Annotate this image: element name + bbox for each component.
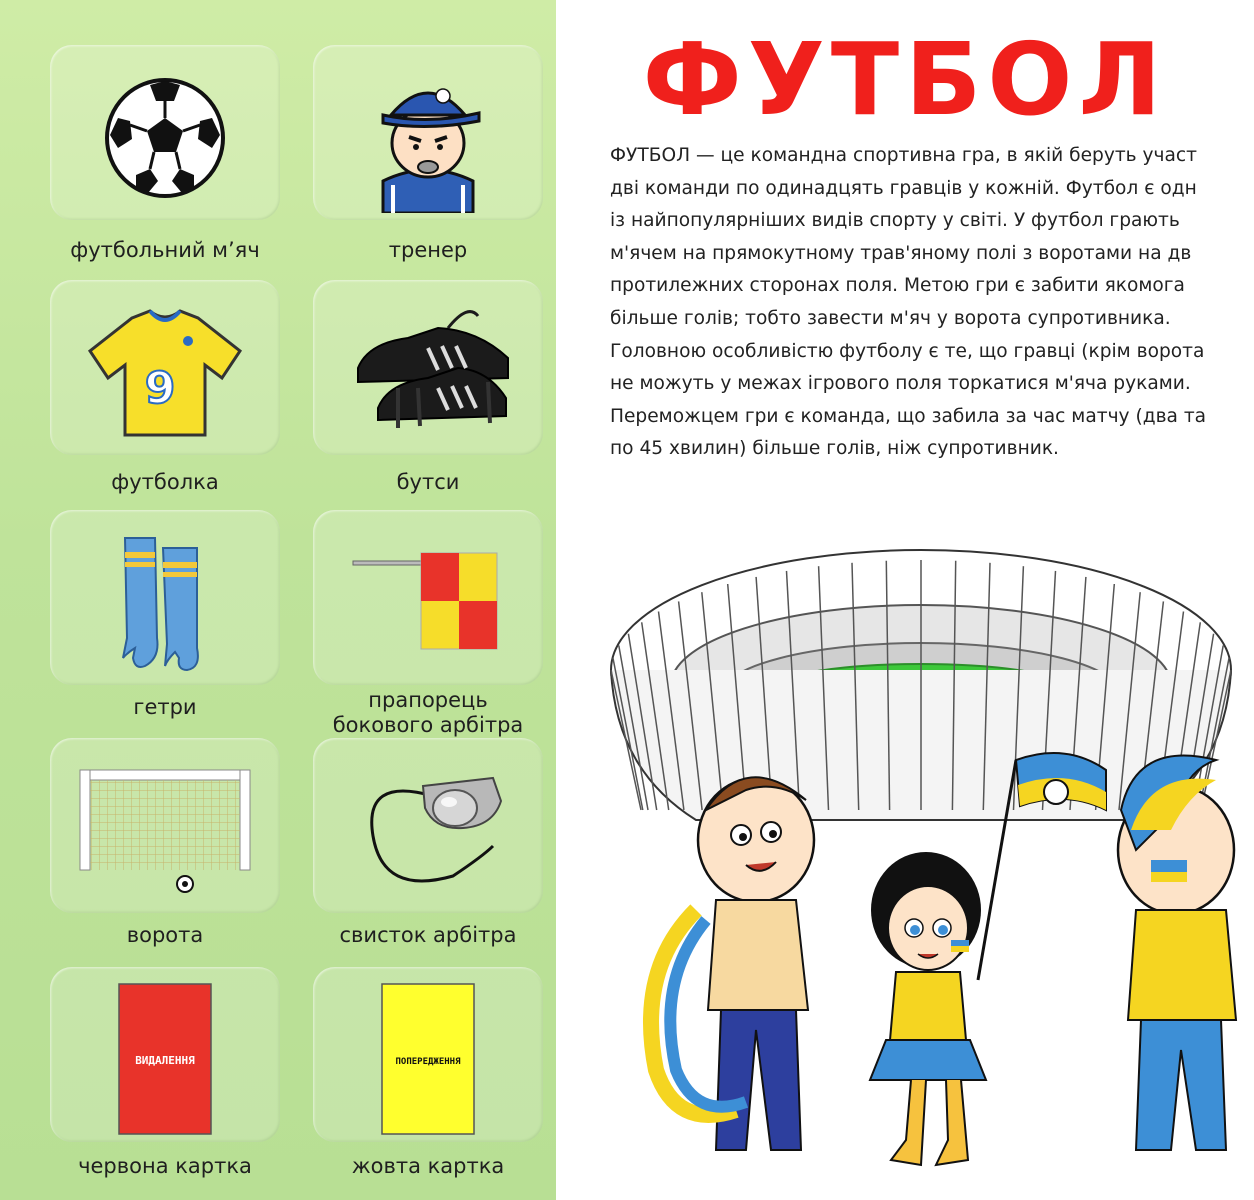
coach-icon (328, 50, 528, 225)
socks-icon (65, 515, 265, 690)
sticker-coach[interactable] (313, 45, 543, 273)
red-card-icon (65, 972, 265, 1147)
boy-fan-icon (651, 777, 814, 1150)
sticker-whistle[interactable] (313, 738, 543, 966)
sticker-label: ворота (126, 923, 204, 947)
sticker-label: жовта картка (351, 1154, 505, 1178)
svg-text:ВИДАЛЕННЯ: ВИДАЛЕННЯ (135, 1053, 195, 1067)
sticker-label-line1: прапорець (368, 688, 488, 712)
sticker-jersey[interactable] (50, 280, 280, 508)
sticker-label-line2: бокового арбітра (332, 713, 524, 737)
sticker-label: гетри (133, 695, 197, 719)
sticker-football-boots[interactable] (313, 280, 543, 508)
sticker-label (293, 688, 563, 738)
sticker-label: футбольний м’яч (70, 238, 260, 262)
svg-text:9: 9 (144, 362, 176, 414)
sticker-socks[interactable] (50, 510, 280, 738)
painted-face-fan-icon (1118, 756, 1236, 1150)
content-page (556, 0, 1254, 1200)
sticker-label: тренер (388, 238, 468, 262)
sticker-linesman-flag[interactable] (313, 510, 543, 738)
page-title (556, 18, 1254, 128)
sticker-label: свисток арбітра (339, 923, 517, 947)
sticker-red-card[interactable] (50, 967, 280, 1195)
yellow-card-icon (328, 972, 528, 1147)
goal-icon (65, 743, 265, 918)
stadium-fans-illustration (576, 510, 1254, 1190)
sticker-label: бутси (396, 470, 460, 494)
stickers-panel (0, 0, 556, 1200)
sticker-label: червона картка (78, 1154, 252, 1178)
description-text: ФУТБОЛ — це командна спортивна гра, в якій беруть участ дві команди по одинадцять гравців у кожній. Футбол є одн із найпопулярніших видів спорту у світі. У футбол грають м'ячем на прямокутному трав'яному полі з воротами на дв протилежних сторонах поля. Метою гри є забити якомога більше голів; тобто завести м'яч у ворота супротивника. Головною особливістю футболу є те, що гравці (крім ворота не можуть у межах ігрового поля торкатися м'яча руками. Переможцем гри є команда, що забила за час матчу (два та по 45 хвилин) більше голів, ніж супротивник. (610, 145, 1207, 460)
whistle-icon (328, 743, 528, 918)
soccer-ball-icon (65, 50, 265, 225)
sticker-yellow-card[interactable] (313, 967, 543, 1195)
svg-text:ФУТБОЛ: ФУТБОЛ (642, 21, 1168, 128)
sticker-goal[interactable] (50, 738, 280, 966)
jersey-icon (65, 285, 265, 460)
football-boots-icon (328, 285, 528, 460)
sticker-label: футболка (111, 470, 219, 494)
sticker-soccer-ball[interactable] (50, 45, 280, 273)
svg-text:ПОПЕРЕДЖЕННЯ: ПОПЕРЕДЖЕННЯ (395, 1056, 461, 1067)
linesman-flag-icon (328, 515, 528, 690)
